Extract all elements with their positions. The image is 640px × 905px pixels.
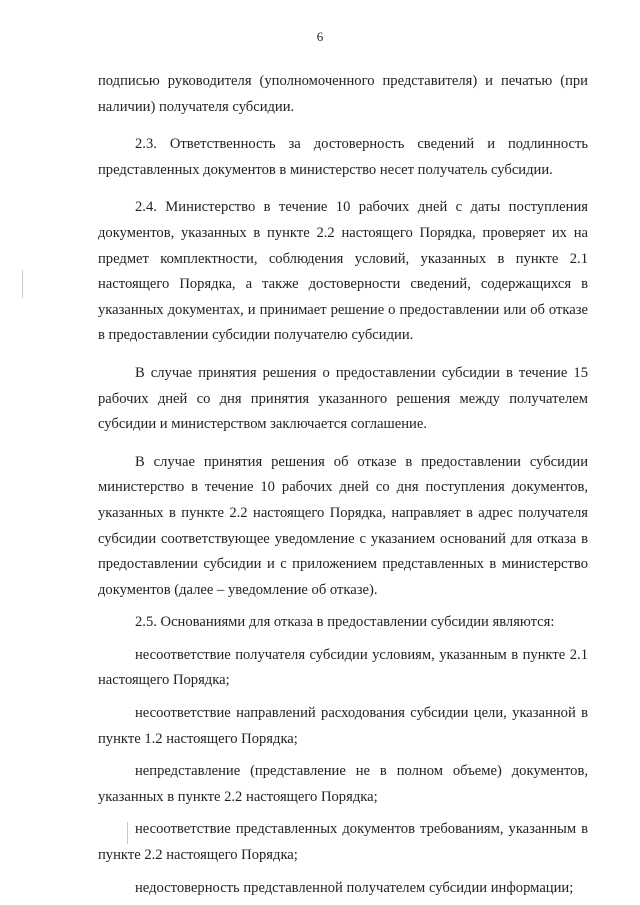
scan-artifact-mark (22, 270, 23, 298)
page-number: 6 (316, 29, 324, 44)
paragraph-2-3: 2.3. Ответственность за достоверность сведений и подлинность представленных документов в министерство несет получатель субсидии. (98, 136, 588, 178)
list-item-refusal-ground: непредставление (представление не в полном объеме) документов, указанных в пункте 2.2 настоящего Порядка; (98, 763, 588, 805)
list-item-refusal-ground: несоответствие представленных документов требованиям, указанным в пункте 2.2 настоящего Порядка; (98, 821, 588, 864)
paragraph-refusal-notice: В случае принятия решения об отказе в предоставлении субсидии министерство в течение 10 рабочих дней со дня поступления документов, указанных в пункте 2.2 настоящего Порядка, направляет в адрес получателя субсидии соответствующее уведомление с указанием оснований для отказа в предоставлении субсидии и с приложением представленных в министерство документов (далее – уведомление об отказе). (98, 453, 588, 598)
paragraph-2-4: 2.4. Министерство в течение 10 рабочих дней с даты поступления документов, указанных в пункте 2.2 настоящего Порядка, проверяет их на предмет комплектности, соблюдения условий, указанных в пункте 2.1 настоящего Порядка, а также достоверности сведений, содержащихся в указанных документах, и принимает решение о предоставлении или об отказе в предоставлении субсидии получателю субсидии. (98, 199, 588, 344)
scan-artifact-mark (127, 822, 128, 844)
paragraph-agreement: В случае принятия решения о предоставлении субсидии в течение 15 рабочих дней со дня принятия указанного решения между получателем субсидии и министерством заключается соглашение. (98, 364, 588, 433)
list-item-refusal-ground: несоответствие получателя субсидии условиям, указанным в пункте 2.1 настоящего Порядка; (98, 646, 588, 689)
document-body (98, 69, 588, 901)
list-item-refusal-ground: недостоверность представленной получателем субсидии информации; (135, 879, 574, 896)
paragraph-continuation: подписью руководителя (уполномоченного представителя) и печатью (при наличии) получателя субсидии. (98, 73, 588, 115)
paragraph-2-5: 2.5. Основаниями для отказа в предоставлении субсидии являются: (135, 614, 555, 631)
list-item-refusal-ground: несоответствие направлений расходования субсидии цели, указанной в пункте 1.2 настоящего Порядка; (98, 705, 588, 747)
